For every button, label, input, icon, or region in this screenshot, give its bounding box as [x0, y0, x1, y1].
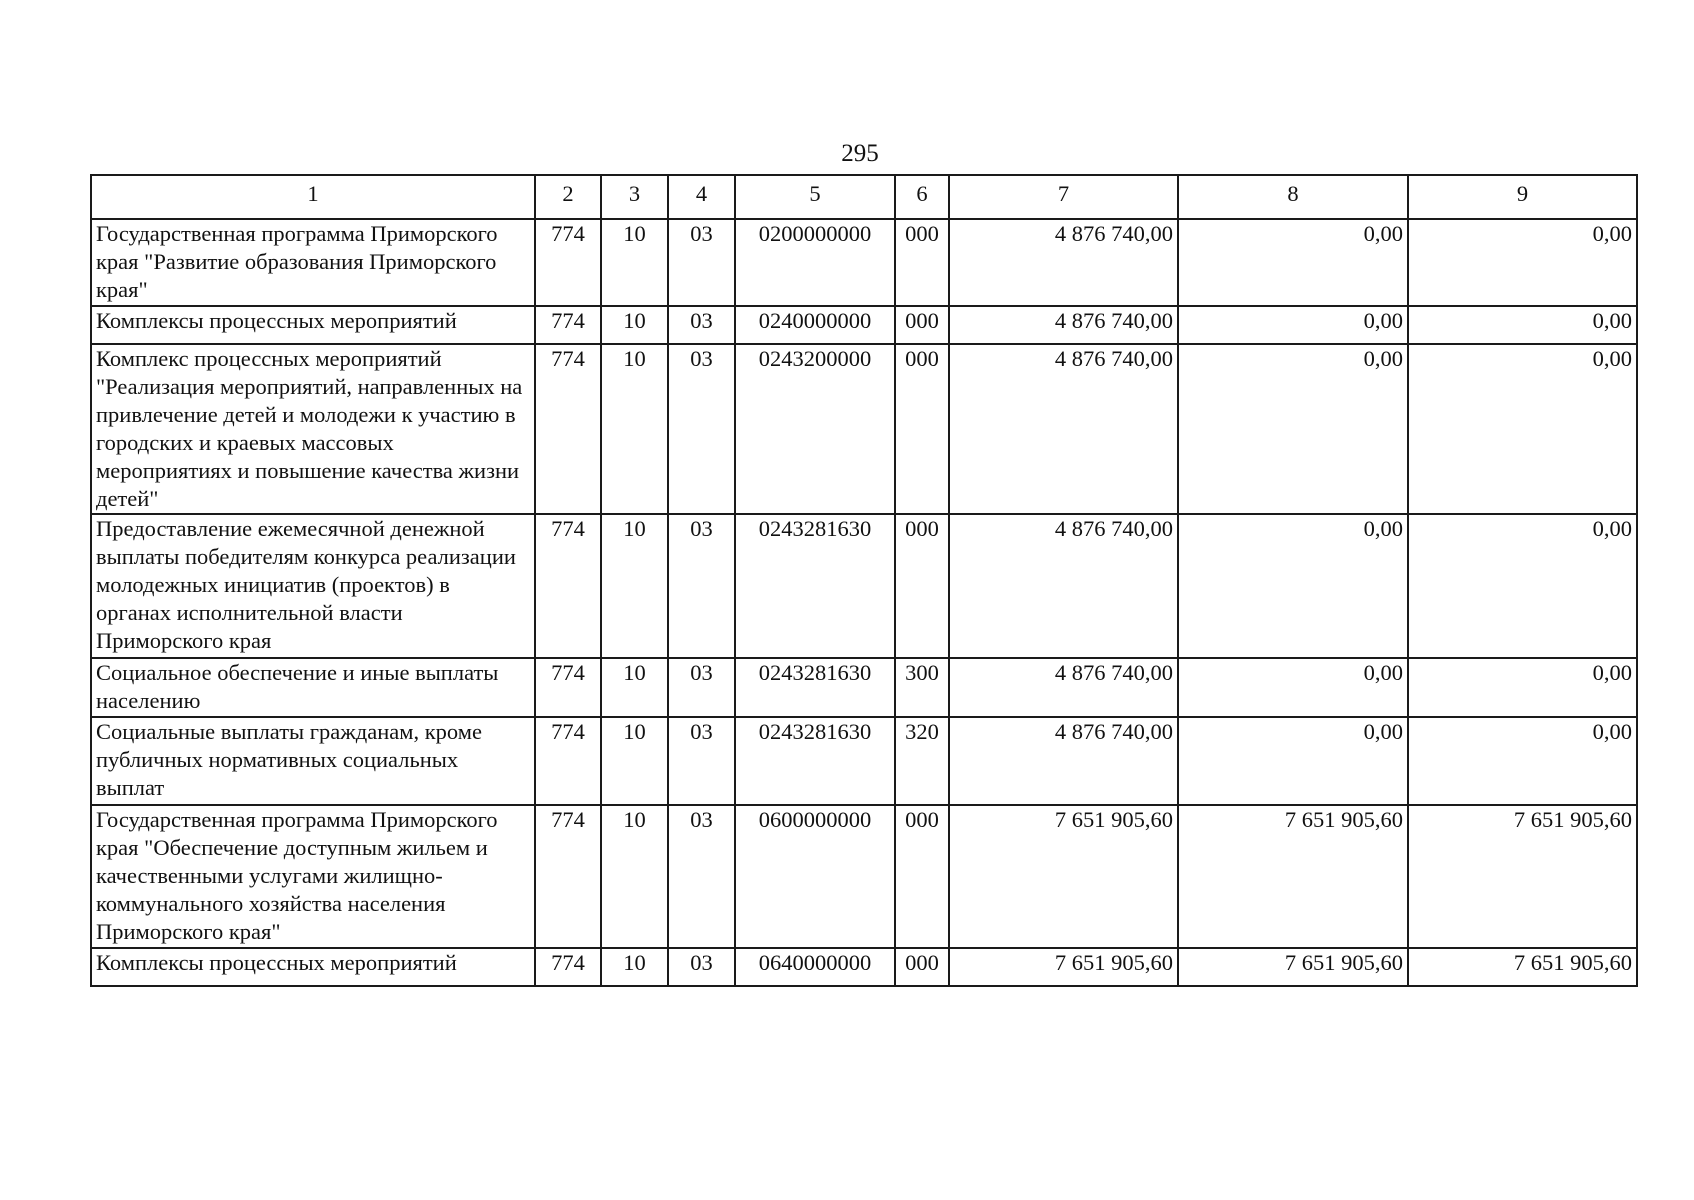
column-header: 1	[91, 175, 535, 219]
cell-col9: 0,00	[1408, 219, 1637, 306]
cell-col6: 000	[895, 805, 949, 948]
column-header: 6	[895, 175, 949, 219]
table-row	[91, 948, 1637, 986]
cell-col3: 10	[601, 948, 668, 986]
cell-col5: 0200000000	[735, 219, 895, 306]
cell-col6: 300	[895, 658, 949, 717]
cell-col3: 10	[601, 344, 668, 514]
cell-col6: 000	[895, 344, 949, 514]
cell-col7: 7 651 905,60	[949, 948, 1178, 986]
cell-col7: 4 876 740,00	[949, 658, 1178, 717]
table-row	[91, 219, 1637, 306]
row-name: Социальное обеспечение и иные выплаты населению	[91, 658, 535, 717]
cell-col5: 0240000000	[735, 306, 895, 344]
cell-col5: 0243200000	[735, 344, 895, 514]
cell-col2: 774	[535, 219, 601, 306]
cell-col5: 0243281630	[735, 717, 895, 805]
table-row	[91, 514, 1637, 658]
cell-col5: 0600000000	[735, 805, 895, 948]
header-row	[91, 175, 1637, 219]
cell-col4: 03	[668, 514, 735, 658]
column-header: 5	[735, 175, 895, 219]
cell-col6: 320	[895, 717, 949, 805]
table-row	[91, 658, 1637, 717]
cell-col5: 0640000000	[735, 948, 895, 986]
cell-col2: 774	[535, 514, 601, 658]
cell-col8: 0,00	[1178, 306, 1408, 344]
cell-col4: 03	[668, 306, 735, 344]
column-header: 7	[949, 175, 1178, 219]
cell-col8: 0,00	[1178, 344, 1408, 514]
cell-col6: 000	[895, 219, 949, 306]
column-header: 9	[1408, 175, 1637, 219]
row-name: Предоставление ежемесячной денежной выплаты победителям конкурса реализации молодежных инициатив (проектов) в органах исполнительной власти Приморского края	[91, 514, 535, 658]
table-row	[91, 717, 1637, 805]
row-name: Социальные выплаты гражданам, кроме публичных нормативных социальных выплат	[91, 717, 535, 805]
cell-col8: 7 651 905,60	[1178, 948, 1408, 986]
cell-col9: 0,00	[1408, 306, 1637, 344]
cell-col3: 10	[601, 805, 668, 948]
cell-col8: 0,00	[1178, 658, 1408, 717]
table-row	[91, 805, 1637, 948]
cell-col6: 000	[895, 514, 949, 658]
cell-col7: 4 876 740,00	[949, 514, 1178, 658]
row-name: Комплексы процессных мероприятий	[91, 306, 535, 344]
table-row	[91, 344, 1637, 514]
cell-col2: 774	[535, 948, 601, 986]
cell-col4: 03	[668, 219, 735, 306]
cell-col3: 10	[601, 306, 668, 344]
cell-col3: 10	[601, 717, 668, 805]
cell-col7: 4 876 740,00	[949, 344, 1178, 514]
cell-col4: 03	[668, 948, 735, 986]
cell-col2: 774	[535, 306, 601, 344]
row-name: Государственная программа Приморского края "Обеспечение доступным жильем и качественными услугами жилищно-коммунального хозяйства населения Приморского края"	[91, 805, 535, 948]
cell-col4: 03	[668, 717, 735, 805]
cell-col2: 774	[535, 805, 601, 948]
cell-col2: 774	[535, 658, 601, 717]
cell-col9: 0,00	[1408, 717, 1637, 805]
cell-col8: 0,00	[1178, 514, 1408, 658]
cell-col8: 0,00	[1178, 219, 1408, 306]
column-header: 8	[1178, 175, 1408, 219]
cell-col4: 03	[668, 344, 735, 514]
row-name: Государственная программа Приморского края "Развитие образования Приморского края"	[91, 219, 535, 306]
cell-col3: 10	[601, 514, 668, 658]
cell-col9: 0,00	[1408, 514, 1637, 658]
cell-col3: 10	[601, 658, 668, 717]
cell-col6: 000	[895, 948, 949, 986]
cell-col7: 4 876 740,00	[949, 717, 1178, 805]
cell-col9: 0,00	[1408, 658, 1637, 717]
table-row	[91, 306, 1637, 344]
page-number: 295	[841, 140, 879, 167]
cell-col9: 7 651 905,60	[1408, 805, 1637, 948]
cell-col2: 774	[535, 717, 601, 805]
cell-col2: 774	[535, 344, 601, 514]
cell-col7: 4 876 740,00	[949, 306, 1178, 344]
cell-col7: 4 876 740,00	[949, 219, 1178, 306]
cell-col7: 7 651 905,60	[949, 805, 1178, 948]
row-name: Комплексы процессных мероприятий	[91, 948, 535, 986]
cell-col8: 7 651 905,60	[1178, 805, 1408, 948]
column-header: 2	[535, 175, 601, 219]
cell-col5: 0243281630	[735, 514, 895, 658]
cell-col5: 0243281630	[735, 658, 895, 717]
cell-col9: 7 651 905,60	[1408, 948, 1637, 986]
cell-col4: 03	[668, 805, 735, 948]
row-name: Комплекс процессных мероприятий "Реализация мероприятий, направленных на привлечение детей и молодежи к участию в городских и краевых массовых мероприятиях и повышение качества жизни детей"	[91, 344, 535, 514]
cell-col9: 0,00	[1408, 344, 1637, 514]
budget-table	[90, 174, 1638, 987]
cell-col6: 000	[895, 306, 949, 344]
column-header: 3	[601, 175, 668, 219]
cell-col3: 10	[601, 219, 668, 306]
cell-col4: 03	[668, 658, 735, 717]
column-header: 4	[668, 175, 735, 219]
cell-col8: 0,00	[1178, 717, 1408, 805]
